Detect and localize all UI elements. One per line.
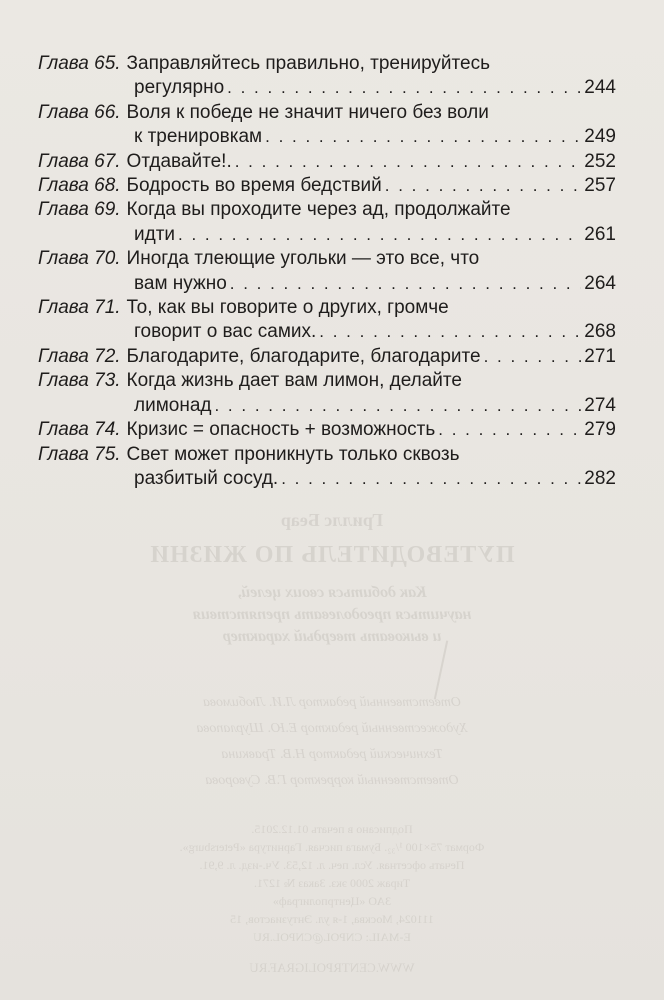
page-number: 257 xyxy=(584,175,616,197)
toc-entry-continuation xyxy=(38,223,616,247)
chapter-title: Заправляйтесь правильно, тренируйтесь xyxy=(126,53,490,74)
toc-entry-continuation xyxy=(38,272,616,296)
table-of-contents xyxy=(38,52,616,491)
chapter-number: Глава 74. xyxy=(38,419,121,441)
toc-entry-first-line xyxy=(38,174,616,198)
page-number: 244 xyxy=(584,77,616,99)
toc-entry xyxy=(38,101,616,150)
toc-entry-first-line xyxy=(38,52,616,76)
toc-entry xyxy=(38,247,616,296)
dot-leader xyxy=(235,150,582,174)
toc-entry-first-line xyxy=(38,296,616,320)
chapter-number: Глава 66. xyxy=(38,101,121,123)
toc-entry-continuation xyxy=(38,320,616,344)
toc-entry-first-line xyxy=(38,150,616,174)
chapter-title: разбитый сосуд. xyxy=(134,467,279,489)
toc-entry xyxy=(38,418,616,442)
toc-entry xyxy=(38,345,616,369)
chapter-title: к тренировкам xyxy=(134,126,263,148)
toc-entry-continuation xyxy=(38,467,616,491)
chapter-title: Благодарите, благодарите, благодарите xyxy=(126,345,481,367)
dot-leader xyxy=(265,125,581,149)
toc-entry-first-line xyxy=(38,101,616,125)
chapter-title: говорит о вас самих. xyxy=(134,321,317,343)
dot-leader xyxy=(178,223,581,247)
ghost-print-info: Подписано в печать 01.12.2015. Формат 75×100 ¹/₃₂. Бумага писчая. Гарнитура «Petersburg». Печать офсетная. Усл. печ. л. 12,53. Уч.-изд. л. 9,91. Тираж 2000 экз. Заказ № 1271. xyxy=(179,822,485,890)
chapter-title: Когда вы проходите через ад, продолжайте xyxy=(126,199,511,221)
toc-entry xyxy=(38,296,616,345)
toc-entry-first-line xyxy=(38,198,616,222)
chapter-title: идти xyxy=(134,223,176,245)
page-number: 282 xyxy=(584,467,616,489)
dot-leader xyxy=(484,345,582,369)
chapter-number: Глава 67. xyxy=(38,150,121,172)
chapter-title: Воля к победе не значит ничего без воли xyxy=(126,101,489,123)
page-number: 274 xyxy=(584,394,616,416)
chapter-title: регулярно xyxy=(134,77,225,99)
chapter-number: Глава 68. xyxy=(38,175,121,197)
page-number: 252 xyxy=(584,150,616,172)
ghost-subtitle: Как добиться своих целей, научиться преодолевать препятствия и выковать твердый характер xyxy=(192,584,472,645)
toc-entry xyxy=(38,150,616,174)
ghost-publisher: ЗАО «Центрполиграф» 111024, Москва, 1-я ул. Энтузиастов, 15 E-MAIL: CNPOL@CNPOL.RU xyxy=(230,894,434,944)
ghost-site: WWW.CENTRPOLIGRAF.RU xyxy=(249,960,415,975)
chapter-title: Свет может проникнуть только сквозь xyxy=(126,443,460,465)
page-number: 271 xyxy=(584,345,616,367)
chapter-number: Глава 72. xyxy=(38,345,121,367)
chapter-number: Глава 75. xyxy=(38,443,121,465)
page-number: 268 xyxy=(584,321,616,343)
chapter-title: лимонад xyxy=(134,394,212,416)
chapter-title: То, как вы говорите о других, громче xyxy=(126,297,449,319)
chapter-title: вам нужно xyxy=(134,272,227,294)
chapter-number: Глава 71. xyxy=(38,297,121,319)
chapter-title: Когда жизнь дает вам лимон, делайте xyxy=(126,370,462,392)
dot-leader xyxy=(319,320,581,344)
chapter-number: Глава 73. xyxy=(38,370,121,392)
toc-entry xyxy=(38,443,616,492)
toc-entry-first-line xyxy=(38,345,616,369)
dot-leader xyxy=(214,394,581,418)
page-number: 249 xyxy=(584,126,616,148)
chapter-number: Глава 65. xyxy=(38,53,121,74)
page-number: 264 xyxy=(584,272,616,294)
dot-leader xyxy=(385,174,582,198)
page-number: 279 xyxy=(584,419,616,441)
dot-leader xyxy=(281,467,581,491)
dot-leader xyxy=(227,76,581,100)
chapter-title: Бодрость во время бедствий xyxy=(126,175,382,197)
chapter-title: Кризис = опасность + возможность xyxy=(126,419,436,441)
ghost-author: Гриллс Беар xyxy=(280,510,384,530)
bleed-through-imprint xyxy=(0,500,664,1000)
toc-entry-continuation xyxy=(38,394,616,418)
chapter-title: Иногда тлеющие угольки — это все, что xyxy=(126,248,480,270)
toc-entry xyxy=(38,198,616,247)
toc-entry xyxy=(38,369,616,418)
toc-entry-continuation xyxy=(38,125,616,149)
page-number: 261 xyxy=(584,223,616,245)
chapter-title: Отдавайте!. xyxy=(126,150,232,172)
ghost-title: ПУТЕВОДИТЕЛЬ ПО ЖИЗНИ xyxy=(149,542,515,568)
toc-entry-continuation xyxy=(38,76,616,100)
chapter-number: Глава 70. xyxy=(38,248,121,270)
toc-entry-first-line xyxy=(38,369,616,393)
toc-entry xyxy=(38,174,616,198)
toc-entry-first-line xyxy=(38,418,616,442)
chapter-number: Глава 69. xyxy=(38,199,121,221)
toc-entry-first-line xyxy=(38,443,616,467)
dot-leader xyxy=(438,418,581,442)
dot-leader xyxy=(230,272,582,296)
toc-entry-first-line xyxy=(38,247,616,271)
toc-entry xyxy=(38,52,616,101)
ghost-credits: Ответственный редактор Л.И. Любимова Художественный редактор Е.Ю. Шурлапова Технический редактор Н.В. Травкина Ответственный корректор Г.В. Суворова xyxy=(196,695,468,788)
